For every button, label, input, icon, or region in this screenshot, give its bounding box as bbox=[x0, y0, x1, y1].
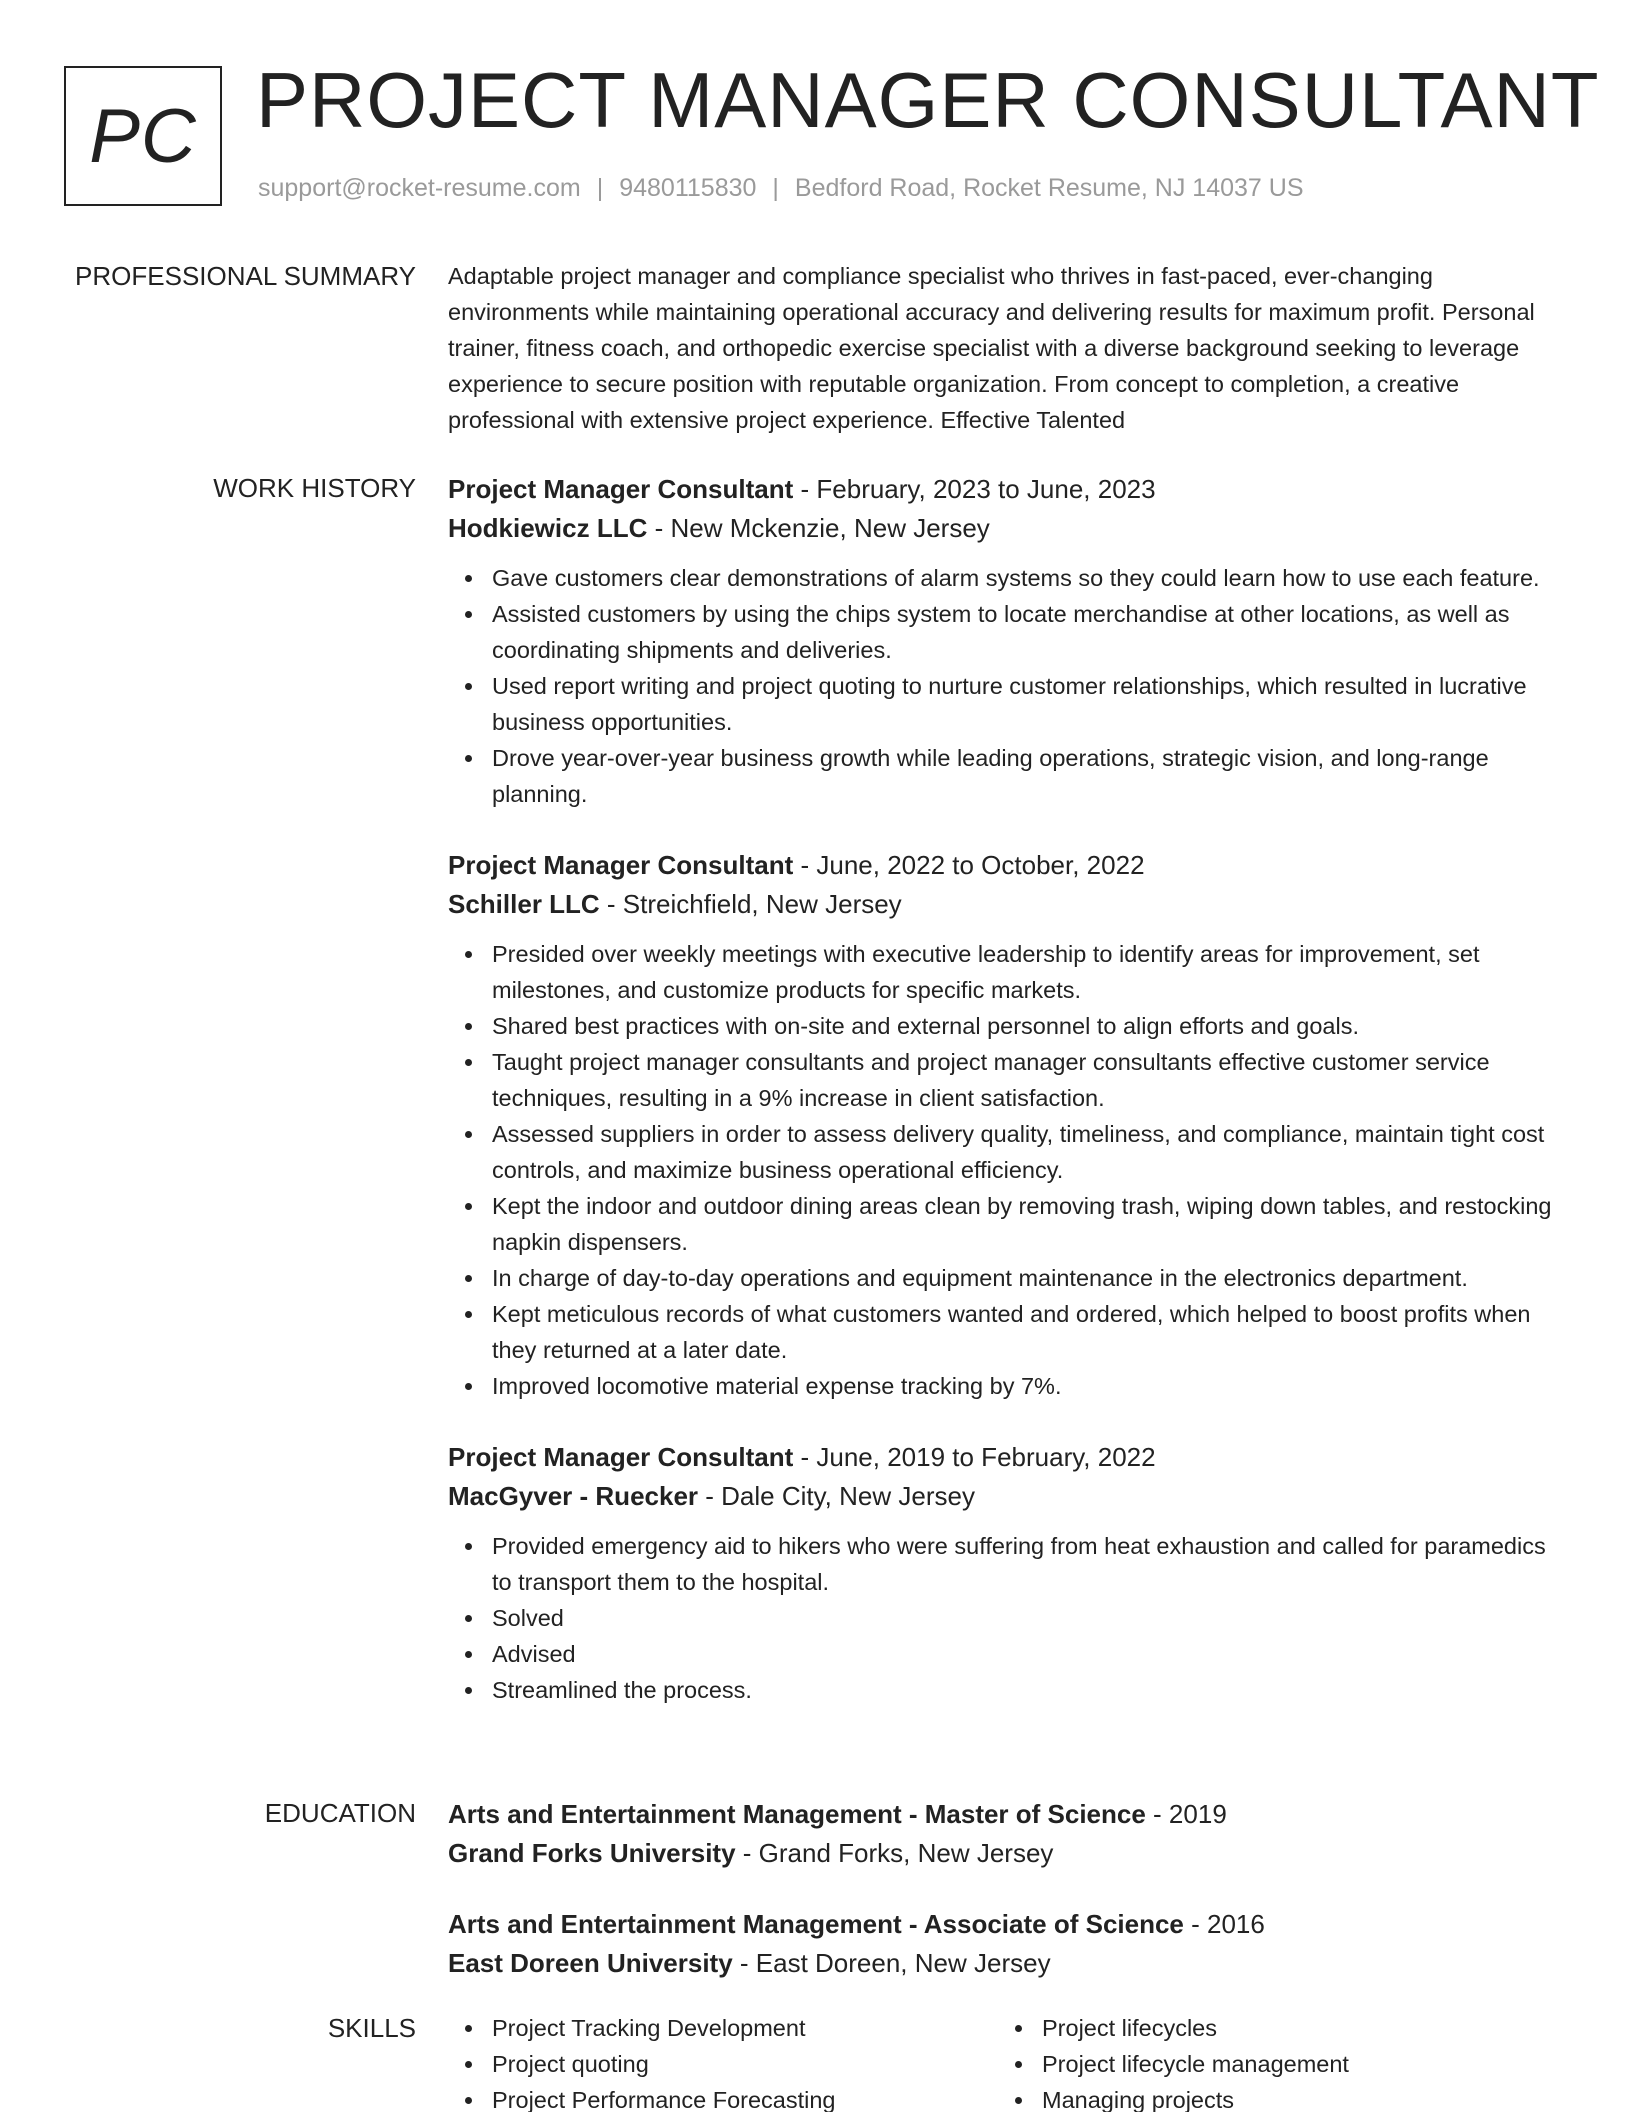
education-school: East Doreen University bbox=[448, 1948, 733, 1978]
job-company-line bbox=[448, 885, 1564, 924]
summary-text: Adaptable project manager and compliance specialist who thrives in fast-paced, ever-changing environments while maintaining operational accuracy and delivering results for maximum profit. Personal trainer, fitness coach, and orthopedic exercise specialist with a diverse background seeking to leverage experience to secure position with reputable organization. From concept to completion, a creative professional with extensive project experience. Effective Talented bbox=[448, 263, 1535, 433]
list-item: Used report writing and project quoting to nurture customer relationships, which resulted in lucrative business opportunities. bbox=[492, 668, 1564, 740]
job-title-line bbox=[448, 1438, 1564, 1477]
job-location: - Streichfield, New Jersey bbox=[599, 889, 902, 919]
list-item: Kept the indoor and outdoor dining areas clean by removing trash, wiping down tables, and restocking napkin dispensers. bbox=[492, 1188, 1564, 1260]
job-title: Project Manager Consultant bbox=[448, 1442, 794, 1472]
job-company-line bbox=[448, 509, 1564, 548]
job-title-line bbox=[448, 846, 1564, 885]
list-item: Improved locomotive material expense tracking by 7%. bbox=[492, 1368, 1564, 1404]
page-title: PROJECT MANAGER CONSULTANT bbox=[256, 56, 1600, 144]
education-location: - East Doreen, New Jersey bbox=[732, 1948, 1051, 1978]
summary-heading: PROFESSIONAL SUMMARY bbox=[75, 261, 416, 291]
contact-line bbox=[258, 174, 1304, 203]
education-school-line bbox=[448, 1834, 1564, 1873]
skills-body bbox=[448, 2010, 1564, 2112]
list-item: Taught project manager consultants and project manager consultants effective customer service techniques, resulting in a 9% increase in client satisfaction. bbox=[492, 1044, 1564, 1116]
education-school-line bbox=[448, 1944, 1564, 1983]
job-company: Schiller LLC bbox=[448, 889, 600, 919]
list-item: Gave customers clear demonstrations of alarm systems so they could learn how to use each feature. bbox=[492, 560, 1564, 596]
job-company-line bbox=[448, 1477, 1564, 1516]
monogram: PC bbox=[64, 66, 222, 206]
contact-separator: | bbox=[772, 174, 779, 202]
education-school: Grand Forks University bbox=[448, 1838, 736, 1868]
skill-item: Project Performance Forecasting bbox=[492, 2082, 998, 2112]
education-degree-line bbox=[448, 1905, 1564, 1944]
skill-item: Project Tracking Development bbox=[492, 2010, 998, 2046]
job-location: - New Mckenzie, New Jersey bbox=[647, 513, 990, 543]
work-history-heading: WORK HISTORY bbox=[213, 473, 416, 503]
list-item: Advised bbox=[492, 1636, 1564, 1672]
education-year: - 2019 bbox=[1145, 1799, 1227, 1829]
job-location: - Dale City, New Jersey bbox=[698, 1481, 975, 1511]
skills-list-left bbox=[448, 2010, 998, 2112]
job-title: Project Manager Consultant bbox=[448, 850, 794, 880]
job-title: Project Manager Consultant bbox=[448, 474, 794, 504]
education-entry bbox=[448, 1795, 1564, 1873]
contact-address: Bedford Road, Rocket Resume, NJ 14037 US bbox=[794, 174, 1304, 202]
contact-phone: 9480115830 bbox=[619, 174, 757, 202]
list-item: Shared best practices with on-site and external personnel to align efforts and goals. bbox=[492, 1008, 1564, 1044]
skills-column-right bbox=[998, 2010, 1548, 2112]
job-title-line bbox=[448, 470, 1564, 509]
skill-item: Project lifecycle management bbox=[1042, 2046, 1548, 2082]
list-item: Kept meticulous records of what customers wanted and ordered, which helped to boost profits when they returned at a later date. bbox=[492, 1296, 1564, 1368]
job-entry bbox=[448, 470, 1564, 812]
job-entry bbox=[448, 846, 1564, 1404]
skill-item: Managing projects bbox=[1042, 2082, 1548, 2112]
list-item: Presided over weekly meetings with executive leadership to identify areas for improvement, set milestones, and customize products for specific markets. bbox=[492, 936, 1564, 1008]
education-degree: Arts and Entertainment Management - Associate of Science bbox=[448, 1909, 1184, 1939]
job-company: Hodkiewicz LLC bbox=[448, 513, 648, 543]
job-bullets bbox=[448, 1528, 1564, 1708]
skills-column-left bbox=[448, 2010, 998, 2112]
list-item: In charge of day-to-day operations and equipment maintenance in the electronics department. bbox=[492, 1260, 1564, 1296]
education-entry bbox=[448, 1905, 1564, 1983]
job-dates: - June, 2022 to October, 2022 bbox=[793, 850, 1145, 880]
education-heading: EDUCATION bbox=[264, 1798, 416, 1828]
job-bullets bbox=[448, 560, 1564, 812]
job-dates: - February, 2023 to June, 2023 bbox=[793, 474, 1156, 504]
summary-body bbox=[448, 258, 1564, 438]
skills-columns bbox=[448, 2010, 1564, 2112]
skill-item: Project quoting bbox=[492, 2046, 998, 2082]
education-degree-line bbox=[448, 1795, 1564, 1834]
skills-list-right bbox=[998, 2010, 1548, 2112]
education-degree: Arts and Entertainment Management - Master of Science bbox=[448, 1799, 1146, 1829]
contact-separator: | bbox=[596, 174, 604, 202]
work-history-body bbox=[448, 470, 1564, 1742]
job-dates: - June, 2019 to February, 2022 bbox=[793, 1442, 1156, 1472]
list-item: Assessed suppliers in order to assess delivery quality, timeliness, and compliance, maintain tight cost controls, and maximize business operational efficiency. bbox=[492, 1116, 1564, 1188]
job-company: MacGyver - Ruecker bbox=[448, 1481, 699, 1511]
job-bullets bbox=[448, 936, 1564, 1404]
list-item: Provided emergency aid to hikers who were suffering from heat exhaustion and called for paramedics to transport them to the hospital. bbox=[492, 1528, 1564, 1600]
skill-item: Project lifecycles bbox=[1042, 2010, 1548, 2046]
list-item: Drove year-over-year business growth while leading operations, strategic vision, and long-range planning. bbox=[492, 740, 1564, 812]
skills-heading: SKILLS bbox=[327, 2013, 416, 2043]
list-item: Solved bbox=[492, 1600, 1564, 1636]
list-item: Assisted customers by using the chips system to locate merchandise at other locations, as well as coordinating shipments and deliveries. bbox=[492, 596, 1564, 668]
list-item: Streamlined the process. bbox=[492, 1672, 1564, 1708]
education-body bbox=[448, 1795, 1564, 2015]
education-location: - Grand Forks, New Jersey bbox=[735, 1838, 1054, 1868]
job-entry bbox=[448, 1438, 1564, 1708]
education-year: - 2016 bbox=[1183, 1909, 1265, 1939]
contact-email: support@rocket-resume.com bbox=[258, 174, 581, 202]
